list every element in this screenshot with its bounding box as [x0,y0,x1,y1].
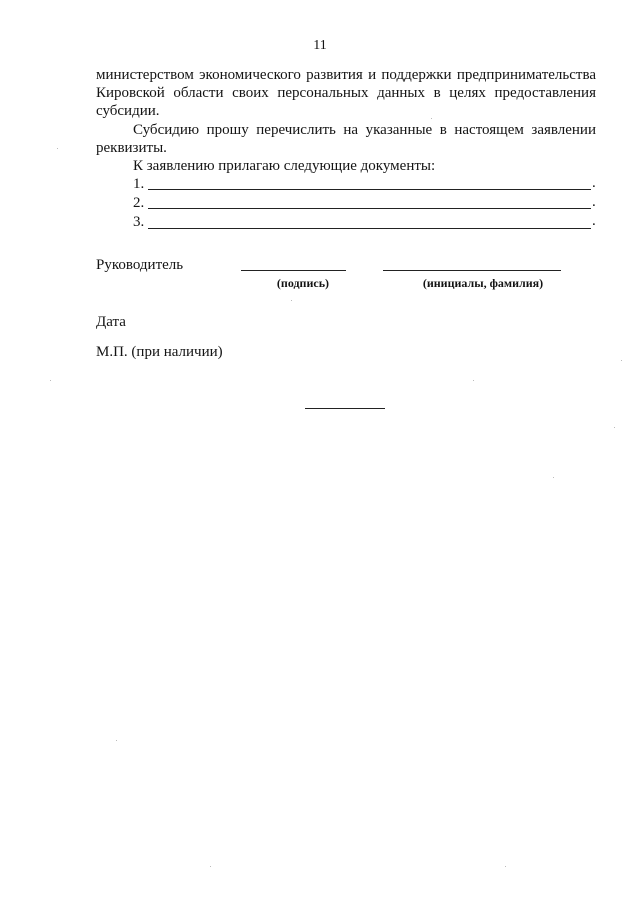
scan-speck [505,866,506,867]
paragraph1-line2: Кировской области своих персональных данных в целях предоставления [96,85,596,101]
attachment-line-terminator: . [592,175,596,191]
stamp-label: М.П. (при наличии) [96,344,223,360]
signature-caption: (подпись) [276,276,330,290]
paragraph1-line3: субсидии. [96,103,160,119]
attachment-item-number: 3. [133,214,145,230]
end-separator-line [305,408,385,409]
scan-speck [210,866,211,867]
scan-speck [473,380,474,381]
paragraph2-line2: реквизиты. [96,140,167,156]
date-label: Дата [96,314,126,330]
attachment-line-terminator: . [592,194,596,210]
scan-speck [116,740,117,741]
scan-speck [614,427,615,428]
page-number: 11 [313,38,327,53]
name-caption: (инициалы, фамилия) [422,276,544,290]
attachment-item-number: 1. [133,176,145,192]
scan-speck [621,360,622,361]
scan-speck [57,148,58,149]
attachment-item-number: 2. [133,195,145,211]
paragraph2-line1: Субсидию прошу перечислить на указанные в настоящем заявлении [133,122,596,138]
paragraph1-line1: министерством экономического развития и поддержки предпринимательства [96,67,596,83]
attachment-line-terminator: . [592,213,596,229]
scan-speck [291,300,292,301]
scan-speck [50,380,51,381]
attachment-fill-line [148,208,591,209]
scan-speck [431,118,432,119]
attachment-fill-line [148,228,591,229]
signature-line [241,270,346,271]
name-line [383,270,561,271]
signatory-role: Руководитель [96,257,184,273]
scan-speck [553,477,554,478]
attachment-fill-line [148,189,591,190]
attachments-intro: К заявлению прилагаю следующие документы: [133,158,436,174]
